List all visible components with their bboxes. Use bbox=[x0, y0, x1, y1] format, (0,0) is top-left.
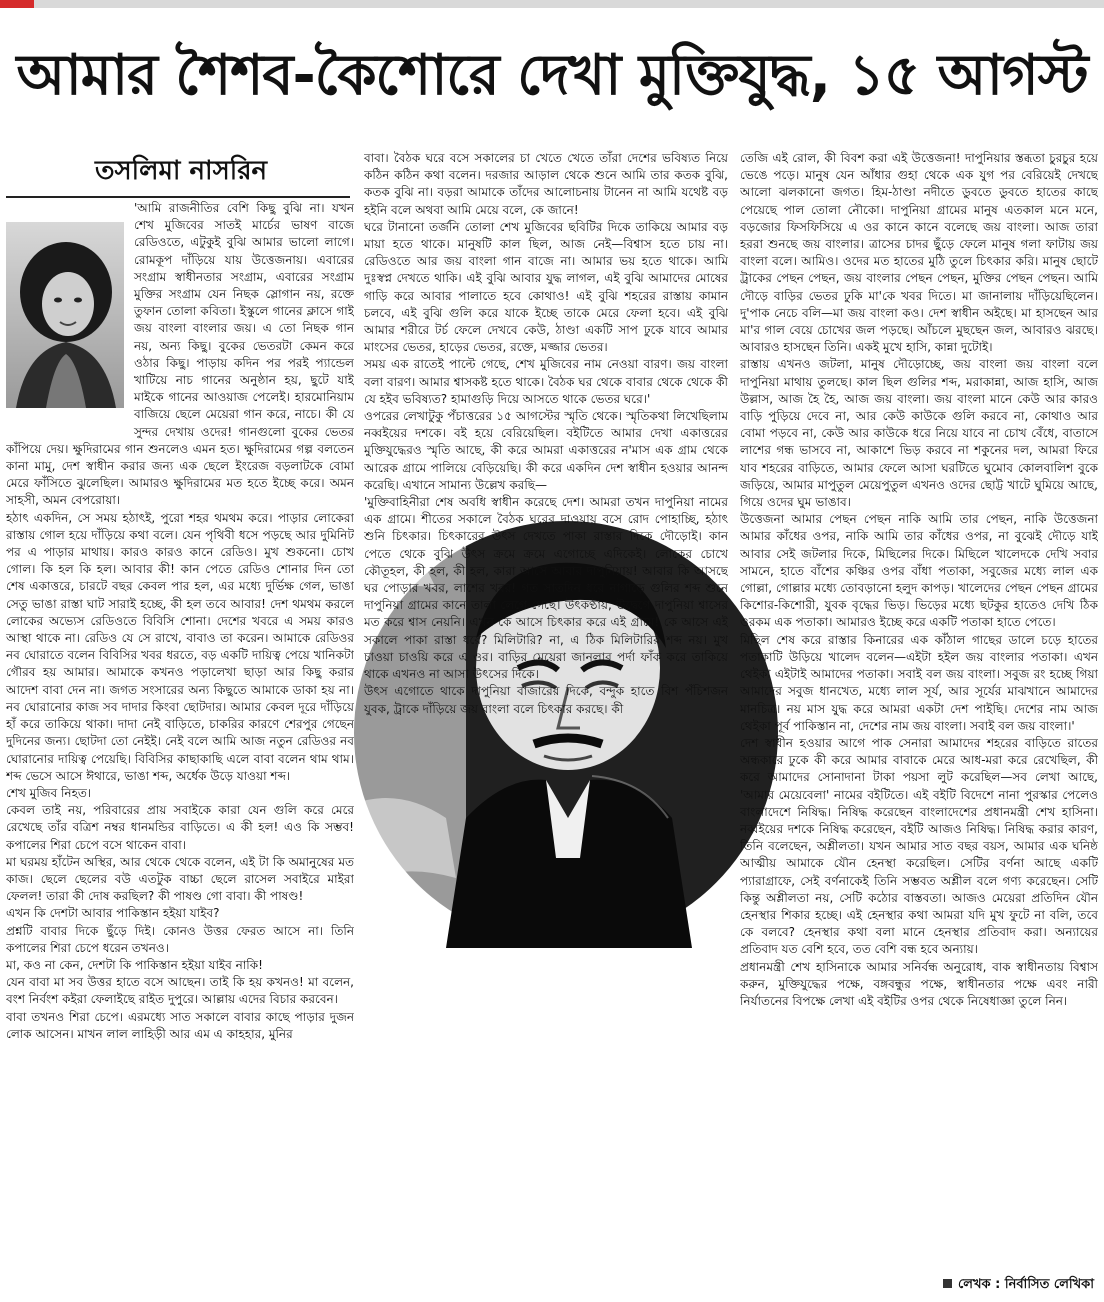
author-note bbox=[943, 1275, 1094, 1296]
column-2 bbox=[364, 150, 728, 1290]
paragraph: এখন কি দেশটা আবার পাকিস্তান হইয়া যাইব? bbox=[6, 906, 220, 921]
paragraph: কেবল তাই নয়, পরিবারের প্রায় সবাইকে কারা যেন গুলি করে মেরে রেখেছে তাঁর বত্রিশ নম্বর ধানমন্ডির বাড়িতে। এ কী হল! এও কি সম্ভব! কপালের শিরা চেপে বসে থাকেন বাবা। bbox=[6, 803, 354, 852]
paragraph: হঠাৎ একদিন, সে সময় হঠাৎই, পুরো শহর থমথম করে। পাড়ার লোকেরা রাস্তায় গোল হয়ে দাঁড়িয়ে কথা বলে। যেন পৃথিবী ধসে পড়ছে আর দুমিনিট পর এ পাড়ার মাথায়। কারও কারও কানে রেডিও। মুখ শুকনো। চোখ গোল। কি হল কি হল। আবার কী! কান পেতে রেডিও শোনার দিন তো শেষ একাত্তরে, চারটে বছর কেবল পার হল, এর মধ্যে দুর্ভিক্ষ গেল, ভাঙা সেতু ভাঙা রাস্তা ঘাট সারাই হচ্ছে, কী হল তবে আবার! দেশ থমথম করলে লোকের অভ্যেস রেডিওতে বিবিসি শোনা। দেশের খবরে এ সময় কারও আস্থা থাকে না। রেডিও যে সে রাখে, বাবাও তা করেন। আমাকে রেডিওর নব ঘোরাতে বলেন বিবিসির খবর ধরতে, বড় একটি দায়িত্ব পেয়ে খানিকটা গৌরব হয় আমার। আমাকে কখনও পড়ালেখা ছাড়া আর কিছু করার আদেশ বাবা দেন না। জগত সংসারের অন্য কিছুতে আমাকে ডাকা হয় না। নব ঘোরানোর কাজ সব দাদার কিংবা ছোটদার। আমার কেবল দূরে দাঁড়িয়ে হাঁ করে তাকিয়ে থাকা। দাদা নেই বাড়িতে, চাকরির কারণে শেরপুর গেছেন দুদিনের জন্য। ছোটদা তো নেইই। নেই বলে আমি আজ নতুন রেডিওর নব ঘোরানোর দায়িত্ব পেয়েছি। বিবিসির কাছাকাছি এলে বাবা বলেন থাম থাম। শব্দ ভেসে আসে ঈথারে, ভাঙা শব্দ, অর্ধেক উড়ে যাওয়া শব্দ। bbox=[6, 510, 354, 783]
top-bar-accent bbox=[0, 0, 34, 8]
author-note-label: লেখক : bbox=[957, 1277, 1001, 1292]
paragraph: যেন বাবা মা সব উত্তর হাতে বসে আছেন। তাই কি হয় কখনও! মা বলেন, বংশ নির্বংশ কইরা ফেলাইছে রাইত দুপুরে। আল্লায় এদের বিচার করবেন। bbox=[6, 975, 354, 1007]
paragraph: মিছিল শেষ করে রাস্তার কিনারের এক কাঁঠাল গাছের ডালে চড়ে হাতের পতাকাটি উড়িয়ে খালেদ বলেন—এইটা হইল জয় বাংলার পতাকা। এখন থেইকা এইটাই আমাদের পতাকা। সবাই বল জয় বাংলা। সবুজ রং হচ্ছে গিয়া আমাদের সবুজ ধানখেত, মধ্যে লাল সূর্য, আর সূর্যের মাঝখানে আমাদের মানচিত্র। নয় মাস যুদ্ধ করে আমরা একটা দেশ পাইছি। দেশের নাম আজ থেইকা পূর্ব পাকিস্তান না, দেশের নাম জয় বাংলা। সবাই বল জয় বাংলা।' bbox=[740, 632, 1098, 733]
column-3 bbox=[740, 150, 1098, 1290]
paragraph: মা, কও না কেন, দেশটা কি পাকিস্তান হইয়া যাইব নাকি! bbox=[6, 957, 263, 972]
paragraph: প্রশ্নটি বাবার দিকে ছুঁড়ে দিই। কোনও উত্তর ফেরত আসে না। তিনি কপালের শিরা চেপে ধরেন তখনও। bbox=[6, 923, 354, 955]
paragraph: রাস্তায় এখনও জটলা, মানুষ দৌড়োচ্ছে, জয় বাংলা জয় বাংলা বলে দাপুনিয়া মাথায় তুলছে। কাল ছিল গুলির শব্দ, মরাকান্না, আজ হাসি, আজ উল্লাস, আজ হৈ হৈ, আজ জয় বাংলা। জয় বাংলা মানে কেউ আর কারও বাড়ি পুড়িয়ে দেবে না, আর কেউ কাউকে গুলি করবে না, কোথাও আর বোমা পড়বে না, কেউ আর কাউকে ধরে নিয়ে যাবে না চোখ বেঁধে, বাতাসে লাশের গন্ধ ভাসবে না, আকাশে ভিড় করবে না শকুনের দল, আমরা ফিরে যাব শহরের বাড়িতে, আমার ফেলে আসা ঘরটিতে ঘুমোব কোলবালিশ বুকে জড়িয়ে, আমার মাপুতুল মেয়েপুতুল এখনও ওদের ছোট্ট খাটে ঘুমিয়ে আছে, গিয়ে ওদের ঘুম ভাঙাব। bbox=[740, 357, 1098, 510]
square-bullet-icon bbox=[943, 1279, 952, 1288]
byline-rule bbox=[6, 196, 350, 198]
byline: তসলিমা নাসরিন bbox=[95, 156, 268, 186]
author-note-value: নির্বাসিত লেখিকা bbox=[1004, 1277, 1094, 1292]
paragraph: শেখ মুজিব নিহত। bbox=[6, 785, 92, 800]
paragraph: 'আমি রাজনীতির বেশি কিছু বুঝি না। যখন শেখ মুজিবের সাতই মার্চের ভাষণ বাজে রেডিওতে, এটুকুই বুঝি আমার ভালো লাগে। রোমকূপ দাঁড়িয়ে যায় উত্তেজনায়। এবারের সংগ্রাম স্বাধীনতার সংগ্রাম, এবারের সংগ্রাম মুক্তির সংগ্রাম যেন নিছক স্লোগান নয়, রক্তে তুফান তোলা কবিতা। ইস্কুলে গানের ক্লাসে গাই জয় বাংলা বাংলার জয়। এ তো নিছক গান নয়, অন্য কিছু। বুকের ভেতরটা কেমন করে ওঠার কিছু। পাড়ায় কদিন পর পরই প্যান্ডেল খাটিয়ে নাচ গানের অনুষ্ঠান হয়, ছুটে যাই মাইকে গানের আওয়াজ পেলেই। হারমোনিয়াম বাজিয়ে ছেলে মেয়েরা গান করে, নাচে। কী যে সুন্দর দেখায় ওদের! গানগুলো বুকের ভেতর কাঁপিয়ে দেয়। ক্ষুদিরামের গান শুনলেও এমন হত। ক্ষুদিরামের গল্প বলতেন কানা মামু, দেশ স্বাধীন করার জন্য এক ছেলে ইংরেজ বড়লাটকে বোমা মেরে ফাঁসিতে ঝুলেছিল। আমারও ক্ষুদিরামের মত হতে ইচ্ছে করে। অমন সাহসী, অমন বেপরোয়া। bbox=[6, 201, 354, 508]
paragraph: দেশ স্বাধীন হওয়ার আগে পাক সেনারা আমাদের শহরের বাড়িতে রাতের অন্ধকারে ঢুকে কী করে আমার বাবাকে মেরে আধ-মরা করে রেখেছিল, কী করে আমাদের সোনাদানা টাকা পয়সা লুট করেছিল—সব লেখা আছে, 'আমার মেয়েবেলা' নামের বইটিতে। এই বইটি বিদেশে নানা পুরস্কার পেলেও বাংলাদেশে নিষিদ্ধ। নিষিদ্ধ করেছেন বাংলাদেশের প্রধানমন্ত্রী শেখ হাসিনা। নব্বইয়ের দশকে নিষিদ্ধ করেছেন, বইটি আজও নিষিদ্ধ। নিষিদ্ধ করার কারণ, তিনি বলেছেন, অশ্লীলতা। যখন আমার সাত বছর বয়স, আমার এক ঘনিষ্ঠ আত্মীয় আমাকে যৌন হেনস্থা করেছিল। সেটির বর্ণনা আছে একটি প্যারাগ্রাফে, সেই বর্ণনাকেই তিনি সম্ভবত অশ্লীল বলে গণ্য করেছেন। সেটি কিন্তু অশ্লীলতা নয়, সেটি কঠোর বাস্তবতা। আজও মেয়েরা প্রতিদিন যৌন হেনস্থার শিকার হচ্ছে। এই হেনস্থার কথা আমরা যদি মুখ ফুটে না বলি, তবে কে বলবে? হেনস্থার কথা বলা মানে হেনস্থার প্রতিবাদ করা। অন্যায়ের প্রতিবাদ যত বেশি হবে, তত বেশি বন্ধ হবে অন্যায়। bbox=[740, 735, 1098, 957]
paragraph: তেজি এই রোল, কী বিবশ করা এই উত্তেজনা! দাপুনিয়ার স্তব্ধতা চুরচুর হয়ে ভেঙে পড়ে। মানুষ যেন আঁধার গুহা থেকে এক যুগ পর বেরিয়েই দেখছে আলো ঝলকানো জগত। হিম-ঠাণ্ডা নদীতে ডুবতে ডুবতে হাতের কাছে পেয়েছে পাল তোলা নৌকো। দাপুনিয়া গ্রামের মানুষ এতকাল মনে মনে, বড়জোর ফিসফিসিয়ে এ ওর কানে কানে বলেছে জয় বাংলা। আজ তারা হররা শুনছে জয় বাংলার। ত্রাসের চাদর ছুঁড়ে ফেলে মানুষ গলা ফাটায় জয় বাংলা বলে। আমিও। ওদের মত হাতের মুঠি তুলে চিৎকার করি। মানুষ ছোটে ট্রাকের পেছন পেছন, জয় বাংলার পেছন পেছন, মুক্তির পেছন পেছন। আমি দৌড়ে বাড়ির ভেতর ঢুকি মা'কে খবর দিতে। মা জানালায় দাঁড়িয়েছিলেন। দু'পাক নেচে বলি—মা জয় বাংলা কও। দেশ স্বাধীন অইছে। মা হাসছেন আর মা'র গাল বেয়ে চোখের জল পড়ছে। আঁচলে মুছছেন জল, আবারও ঝরছে। আবারও হাসছেন তিনি। একই মুখে হাসি, কান্না দুটোই। bbox=[740, 151, 1098, 355]
top-bar bbox=[0, 0, 1104, 8]
paragraph: সময় এক রাতেই পাল্টে গেছে, শেখ মুজিবের নাম নেওয়া বারণ। জয় বাংলা বলা বারণ। আমার শ্বাসকষ্ট হতে থাকে। বৈঠক ঘর থেকে বাবার থেকে থেকে কী যে হইব ভবিষ্যত? হামাগুড়ি দিয়ে আসতে থাকে ভেতর ঘরে।' bbox=[364, 357, 728, 406]
column-1 bbox=[6, 200, 354, 1290]
paragraph: বাবা তখনও শিরা চেপে। এরমধ্যে সাত সকালে বাবার কাছে পাড়ার দুজন লোক আসেন। মাখন লাল লাহিড়ী আর এম এ কাহহার, মুনির bbox=[6, 1009, 354, 1041]
paragraph: ওপরের লেখাটুকু পঁচাত্তরের ১৫ আগস্টের স্মৃতি থেকে। স্মৃতিকথা লিখেছিলাম নব্বইয়ের দশকে। বই হয়ে বেরিয়েছিল। বইটিতে আমার দেখা একাত্তরের মুক্তিযুদ্ধেরও স্মৃতি আছে, কী করে আমরা একাত্তরের ন'মাস এক গ্রাম থেকে আরেক গ্রামে পালিয়ে বেড়িয়েছি। কী করে একদিন দেশ স্বাধীন হওয়ার আনন্দ করেছি। এখানে সামান্য উল্লেখ করছি— bbox=[364, 409, 728, 492]
paragraph: প্রধানমন্ত্রী শেখ হাসিনাকে আমার সনির্বন্ধ অনুরোধ, বাক স্বাধীনতায় বিশ্বাস করুন, মুক্তিযুদ্ধের পক্ষে, বঙ্গবন্ধুর পক্ষে, স্বাধীনতার পক্ষে এবং নারী নির্যাতনের বিপক্ষে লেখা এই বইটির ওপর থেকে নিষেধাজ্ঞা তুলে নিন। bbox=[740, 959, 1098, 1008]
paragraph: 'মুক্তিবাহিনীরা শেষ অবধি স্বাধীন করেছে দেশ। আমরা তখন দাপুনিয়া নামের এক গ্রামে। শীতের সকালে বৈঠক ঘরের দাওয়ায় বসে রোদ পোহাচ্ছি, হঠাৎ শুনি চিৎকার। চিৎকারের উৎস দেখতে পাকা রাস্তার দিকে দৌড়োই। কান পেতে থেকে বুঝি উৎস ক্রমে ক্রমে এগোচ্ছে এদিকেই। লোকের চোখে কৌতূহল, কী হল, কী হল, কারা আসে আবার দাপুনিয়ায়! আবার কি আসছে ঘর পোড়ার খবর, লাশের খবর! গত সাতদিন ধরে নাগাড়ে গুলির শব্দ শুনে দাপুনিয়া গ্রামের কানে তালা লেগে গেছে। উৎকণ্ঠায়, উদ্বেগে দাপুনিয়া শ্বাসের মত করে শ্বাস নেয়নি। এখন কে আসে চিৎকার করে এই গ্রামে! কে আসে এই সকালে পাকা রাস্তা ধরে? মিলিটারি? না, এ ঠিক মিলিটারির শব্দ নয়। মুখ চাওয়া চাওয়ি করে এ ওর। বাড়ির মেয়েরা জানলার পর্দা ফাঁক করে তাকিয়ে থাকে এখনও না আসা উৎসের দিকে। bbox=[364, 495, 728, 682]
paragraph: ঘরে টানানো তর্জনি তোলা শেখ মুজিবের ছবিটির দিকে তাকিয়ে আমার বড় মায়া হতে থাকে। মানুষটি কাল ছিল, আজ নেই—বিশ্বাস হতে চায় না। রেডিওতে আর জয় বাংলা গান বাজে না। আমার ভয় হতে থাকে। আমি দুঃস্বপ্ন দেখতে থাকি। এই বুঝি আবার যুদ্ধ লাগল, এই বুঝি আমাদের মোষের গাড়ি করে আবার পালাতে হবে কোথাও! এই বুঝি শহরের রাস্তায় কামান চলবে, এই বুঝি গুলি করে যাকে ইচ্ছে তাকে মেরে ফেলা হবে। এই বুঝি আমার শরীরে টর্চ ফেলে দেখবে কেউ, ঠাণ্ডা একটি সাপ ঢুকে যাবে আমার মাংসের ভেতর, হাড়ের ভেতর, রক্তে, মজ্জার ভেতর। bbox=[364, 219, 728, 355]
paragraph: উৎস এগোতে থাকে দাপুনিয়া বাজারের দিকে, বন্দুক হাতে বিশ পঁচিশজন যুবক, ট্রাকে দাঁড়িয়ে জয় বাংলা বলে চিৎকার করছে। কী bbox=[364, 684, 728, 716]
photo-space bbox=[6, 222, 134, 432]
headline: আমার শৈশব-কৈশোরে দেখা মুক্তিযুদ্ধ, ১৫ আগস্ট bbox=[16, 43, 1088, 108]
paragraph: বাবা। বৈঠক ঘরে বসে সকালের চা খেতে খেতে তাঁরা দেশের ভবিষ্যত নিয়ে কঠিন কঠিন কথা বলেন। দরজার আড়াল থেকে শুনে আমি তার কতক বুঝি, কতক বুঝি না। বড়রা আমাকে তাঁদের আলোচনায় টানেন না আমি যথেষ্ট বড় হইনি বলে অথবা আমি মেয়ে বলে, কে জানে! bbox=[364, 151, 728, 217]
paragraph: মা ঘরময় হাঁটেন অস্থির, আর থেকে থেকে বলেন, এই টা কি অমানুষের মত কাজ। ছেলে ছেলের বউ এতটুক বাচ্চা ছেলে রাসেল সবাইরে মাইরা ফেলল! তারা কী দোষ করছিল? কী পাষণ্ড গো বাবা। কী পাষণ্ড! bbox=[6, 854, 354, 904]
paragraph: উত্তেজনা আমার পেছন পেছন নাকি আমি তার পেছন, নাকি উত্তেজনা আমার কাঁধের ওপর, নাকি আমি তার কাঁধের ওপর, না বুঝেই দৌড়ে যাই আবার সেই জটলার দিকে, মিছিলের দিকে। মিছিলে খালেদকে দেখি সবার সামনে, হাতে বাঁশের কঞ্চির ওপর বাঁধা পতাকা, সবুজের মধ্যে লাল এক গোল্লা, গোল্লার মধ্যে তোবড়ানো হলুদ কাপড়। খালেদের পেছন পেছন গ্রামের কিশোর-কিশোরী, যুবক বৃদ্ধের ভিড়। ভিড়ের মধ্যে ছটকুর হাতেও দেখি ঠিক ওরকম এক পতাকা। আমারও ইচ্ছে করে একটি পতাকা হাতে পেতে। bbox=[740, 512, 1098, 630]
